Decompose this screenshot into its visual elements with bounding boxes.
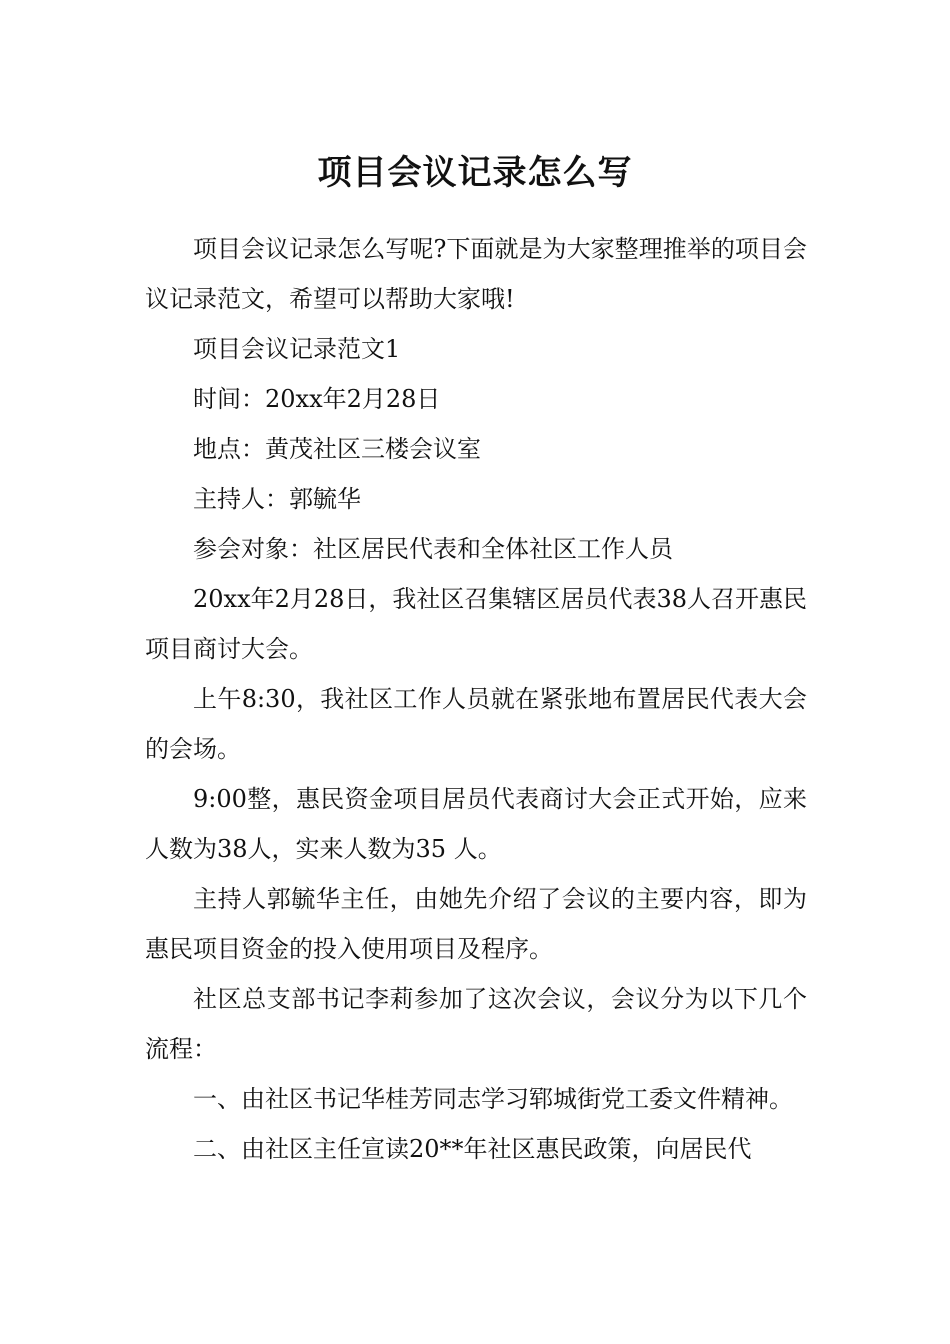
- paragraph: 二、由社区主任宣读20**年社区惠民政策，向居民代: [193, 1135, 752, 1163]
- document-body: [145, 224, 807, 1174]
- paragraph: 地点：黄茂社区三楼会议室: [193, 435, 481, 463]
- paragraph: 时间：20xx年2月28日: [193, 385, 441, 413]
- paragraph: 参会对象：社区居民代表和全体社区工作人员: [193, 535, 673, 563]
- paragraph: 主持人郭毓华主任，由她先介绍了会议的主要内容，即为惠民项目资金的投入使用项目及程序。: [145, 885, 807, 963]
- paragraph: 项目会议记录范文1: [193, 335, 401, 363]
- paragraph: 20xx年2月28日，我社区召集辖区居员代表38人召开惠民项目商讨大会。: [145, 585, 807, 663]
- document-title: 项目会议记录怎么写: [317, 152, 633, 193]
- paragraph: 主持人：郭毓华: [193, 485, 361, 513]
- paragraph: 9:00整，惠民资金项目居员代表商讨大会正式开始，应来人数为38人，实来人数为35 人。: [145, 785, 807, 863]
- paragraph: 上午8:30，我社区工作人员就在紧张地布置居民代表大会的会场。: [145, 685, 807, 763]
- paragraph: 一、由社区书记华桂芳同志学习郓城街党工委文件精神。: [193, 1085, 793, 1113]
- paragraph: 项目会议记录怎么写呢?下面就是为大家整理推举的项目会议记录范文，希望可以帮助大家哦!: [145, 235, 807, 313]
- paragraph: 社区总支部书记李莉参加了这次会议，会议分为以下几个流程：: [145, 985, 807, 1063]
